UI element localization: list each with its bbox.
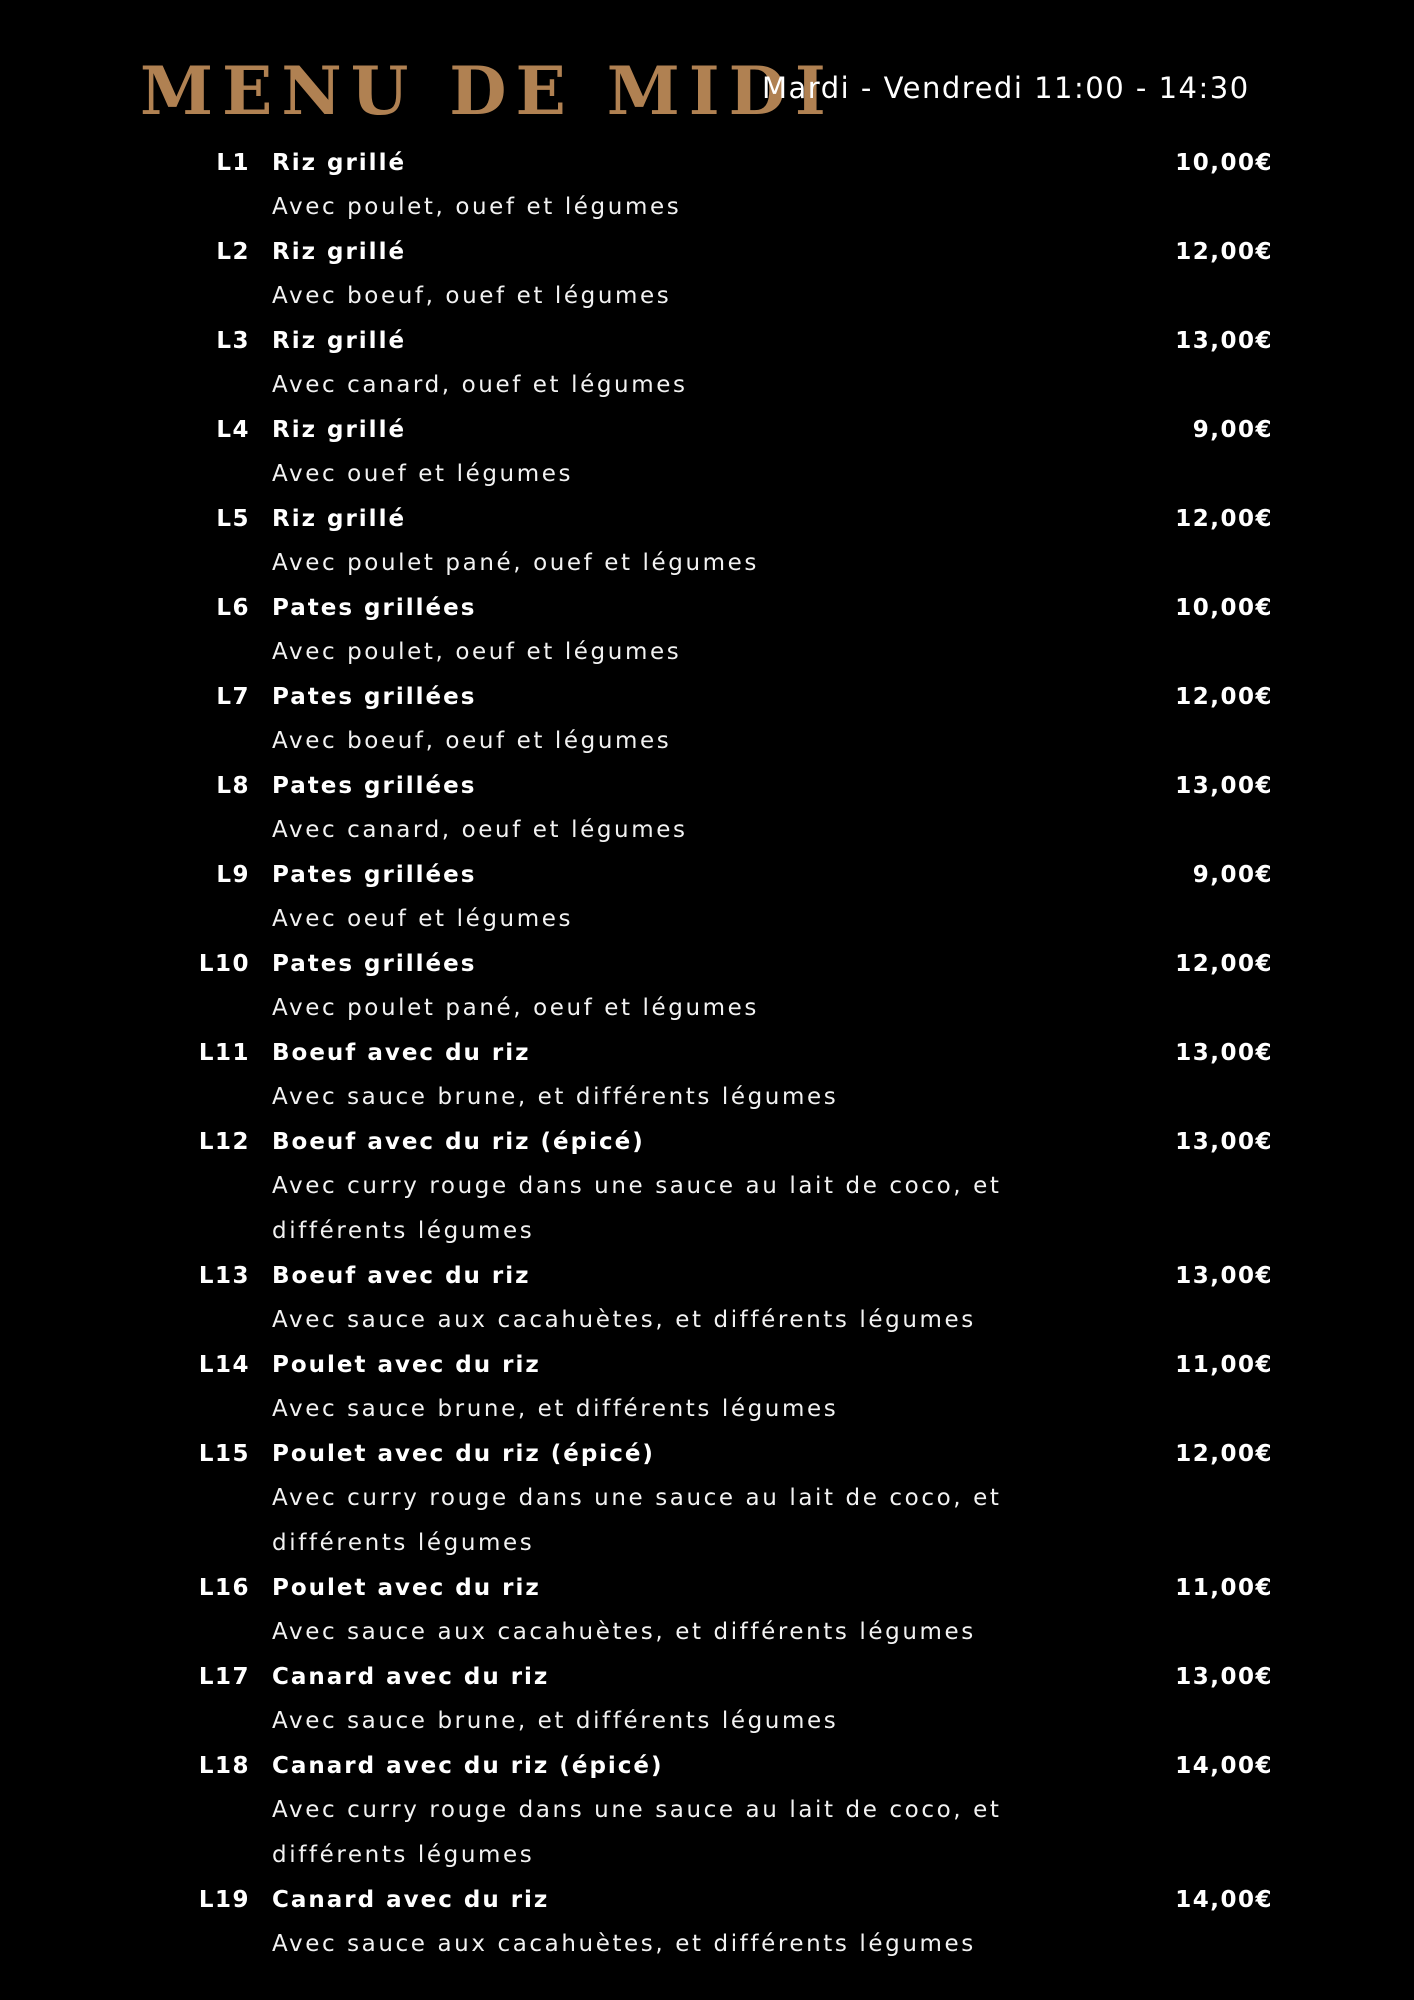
item-code: L5 [216,506,250,532]
item-code: L17 [198,1664,250,1690]
item-name: Canard avec du riz (épicé) [272,1753,664,1779]
item-code: L7 [216,684,250,710]
item-code: L1 [216,150,250,176]
item-description: Avec sauce brune, et différents légumes [272,1396,839,1422]
menu-header [140,52,1290,130]
menu-item [0,319,1414,408]
item-description: Avec boeuf, ouef et légumes [272,283,672,309]
item-price: 9,00€ [1192,417,1273,443]
menu-item [0,1343,1414,1432]
item-name: Riz grillé [272,506,407,532]
item-name: Pates grillées [272,595,477,621]
item-price: 13,00€ [1175,1040,1273,1066]
menu-item [0,1031,1414,1120]
item-price: 14,00€ [1175,1753,1273,1779]
item-code: L13 [198,1263,250,1289]
item-name: Boeuf avec du riz (épicé) [272,1129,645,1155]
item-description: Avec boeuf, oeuf et légumes [272,728,672,754]
item-description: Avec poulet, ouef et légumes [272,194,682,220]
item-code: L18 [198,1753,250,1779]
item-code: L6 [216,595,250,621]
item-name: Riz grillé [272,239,407,265]
item-description: Avec sauce aux cacahuètes, et différents légumes [272,1931,976,1957]
item-code: L16 [198,1575,250,1601]
item-description: Avec sauce brune, et différents légumes [272,1708,839,1734]
item-code: L12 [198,1129,250,1155]
item-name: Canard avec du riz [272,1887,550,1913]
item-name: Poulet avec du riz [272,1352,541,1378]
item-price: 12,00€ [1175,1441,1273,1467]
item-price: 13,00€ [1175,1263,1273,1289]
menu-item [0,853,1414,942]
item-price: 12,00€ [1175,951,1273,977]
item-price: 11,00€ [1175,1352,1273,1378]
menu-item [0,1432,1414,1566]
menu-item [0,942,1414,1031]
item-description: Avec sauce aux cacahuètes, et différents légumes [272,1307,976,1333]
item-code: L3 [216,328,250,354]
item-description: Avec ouef et légumes [272,461,574,487]
item-price: 14,00€ [1175,1887,1273,1913]
item-description: Avec poulet pané, oeuf et légumes [272,995,760,1021]
menu-item [0,586,1414,675]
menu-item [0,408,1414,497]
item-name: Pates grillées [272,951,477,977]
item-price: 13,00€ [1175,328,1273,354]
menu-item [0,141,1414,230]
item-name: Poulet avec du riz [272,1575,541,1601]
item-price: 9,00€ [1192,862,1273,888]
item-description: Avec oeuf et légumes [272,906,574,932]
item-name: Pates grillées [272,684,477,710]
item-price: 10,00€ [1175,150,1273,176]
item-price: 13,00€ [1175,1129,1273,1155]
item-name: Boeuf avec du riz [272,1263,531,1289]
item-price: 12,00€ [1175,684,1273,710]
menu-item [0,1566,1414,1655]
item-price: 13,00€ [1175,1664,1273,1690]
item-price: 10,00€ [1175,595,1273,621]
item-description: Avec canard, oeuf et légumes [272,817,688,843]
menu-item [0,764,1414,853]
menu-item [0,1120,1414,1254]
item-description: Avec curry rouge dans une sauce au lait de coco, et différents légumes [272,1173,1002,1244]
item-code: L15 [198,1441,250,1467]
menu-item [0,675,1414,764]
menu-item [0,497,1414,586]
item-code: L19 [198,1887,250,1913]
item-name: Riz grillé [272,417,407,443]
menu-title: MENU DE MIDI [140,52,835,130]
menu-item [0,1744,1414,1878]
item-name: Boeuf avec du riz [272,1040,531,1066]
item-name: Pates grillées [272,862,477,888]
opening-hours: Mardi - Vendredi 11:00 - 14:30 [762,71,1250,105]
item-description: Avec canard, ouef et légumes [272,372,688,398]
menu-item [0,1878,1414,1967]
item-name: Riz grillé [272,328,407,354]
item-name: Pates grillées [272,773,477,799]
menu-item [0,1655,1414,1744]
item-price: 13,00€ [1175,773,1273,799]
item-description: Avec poulet pané, ouef et légumes [272,550,760,576]
item-code: L2 [216,239,250,265]
item-name: Poulet avec du riz (épicé) [272,1441,655,1467]
item-price: 12,00€ [1175,506,1273,532]
menu-item [0,1254,1414,1343]
item-name: Riz grillé [272,150,407,176]
item-code: L11 [198,1040,250,1066]
item-code: L10 [198,951,250,977]
item-code: L8 [216,773,250,799]
item-description: Avec curry rouge dans une sauce au lait de coco, et différents légumes [272,1485,1002,1556]
item-description: Avec sauce brune, et différents légumes [272,1084,839,1110]
item-code: L9 [216,862,250,888]
menu-item [0,230,1414,319]
item-code: L4 [216,417,250,443]
menu-list [0,141,1414,1967]
item-price: 11,00€ [1175,1575,1273,1601]
item-description: Avec sauce aux cacahuètes, et différents légumes [272,1619,976,1645]
item-description: Avec poulet, oeuf et légumes [272,639,682,665]
item-code: L14 [198,1352,250,1378]
item-description: Avec curry rouge dans une sauce au lait de coco, et différents légumes [272,1797,1002,1868]
item-name: Canard avec du riz [272,1664,550,1690]
item-price: 12,00€ [1175,239,1273,265]
